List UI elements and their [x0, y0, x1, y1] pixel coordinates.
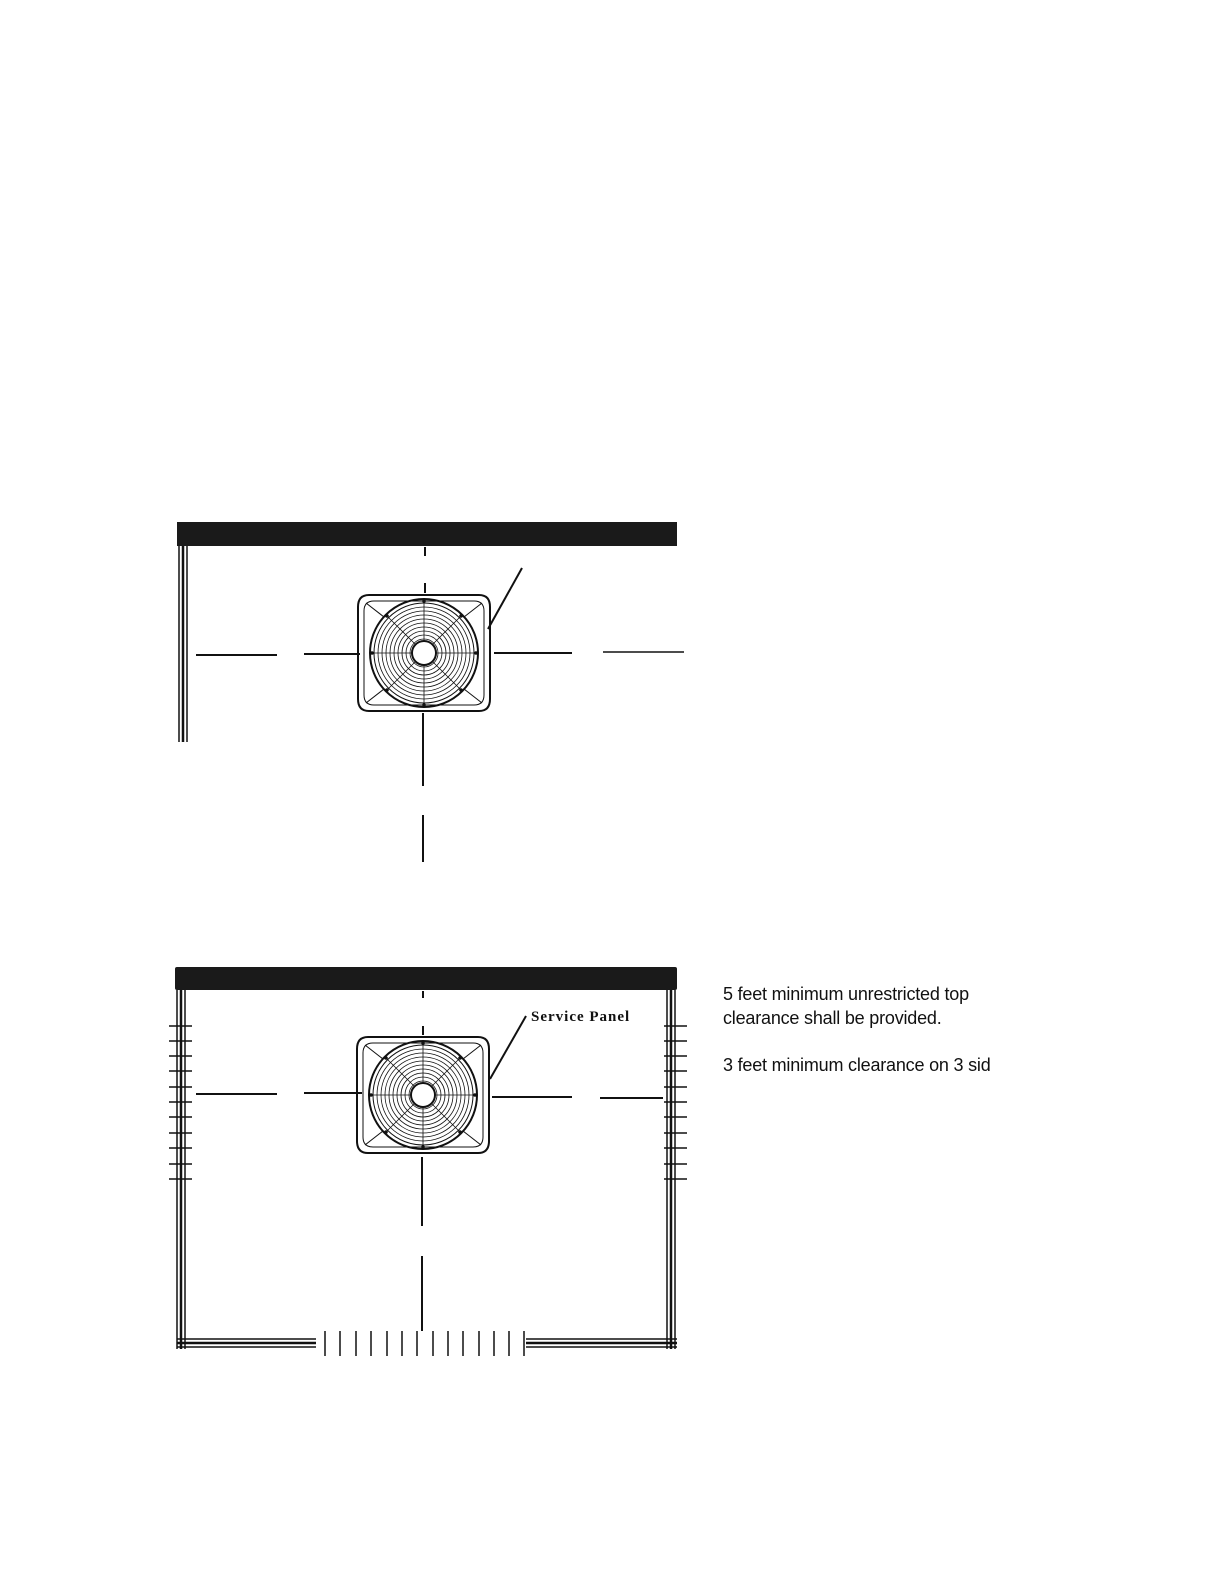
condenser-unit-2	[357, 1037, 489, 1153]
diagram-enclosed-installation	[169, 967, 687, 1356]
service-panel-leader-2	[490, 1016, 526, 1079]
left-wall	[179, 546, 187, 742]
bottom-opening-hatch	[325, 1331, 524, 1356]
right-wall	[667, 990, 675, 1349]
left-wall	[177, 990, 185, 1349]
bottom-wall-left	[177, 1339, 316, 1347]
top-wall	[175, 967, 677, 990]
condenser-unit-1	[358, 595, 490, 711]
side-clearance-note: 3 feet minimum clearance on 3 sid	[723, 1055, 991, 1075]
bottom-wall-right	[526, 1339, 677, 1347]
top-clearance-note: 5 feet minimum unrestricted top clearance shall be provided.	[723, 984, 969, 1028]
service-panel-label: Service Panel	[531, 1009, 631, 1025]
service-panel-leader-1	[488, 568, 522, 629]
diagram-corner-installation	[177, 522, 684, 862]
top-wall	[177, 522, 677, 546]
